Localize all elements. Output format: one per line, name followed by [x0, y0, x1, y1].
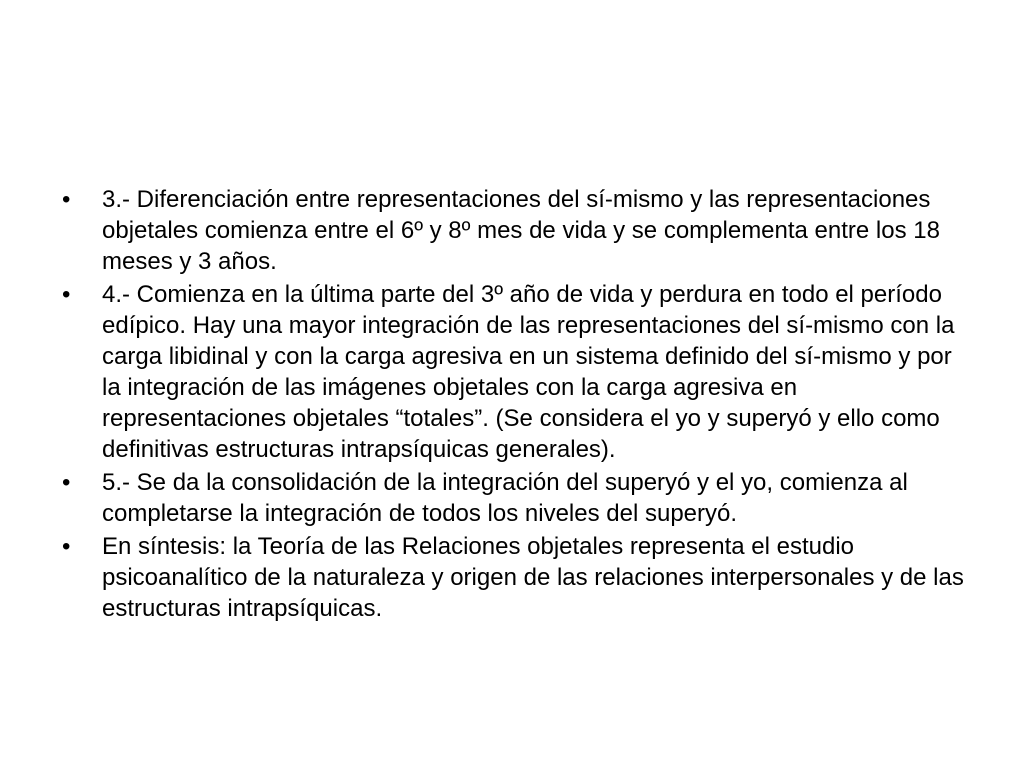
bullet-dot-icon: • — [62, 186, 71, 213]
bullet-dot-icon: • — [62, 533, 71, 560]
bullet-item — [62, 279, 972, 465]
bullet-item — [62, 467, 972, 529]
bullet-text: En síntesis: la Teoría de las Relaciones objetales representa el estudio psicoanalítico de la naturaleza y origen de las relaciones interpersonales y de las estructuras intrapsíquicas. — [102, 533, 964, 622]
bullet-text: 4.- Comienza en la última parte del 3º año de vida y perdura en todo el período edípico. Hay una mayor integración de las representaciones del sí-mismo con la carga libidinal y con la carga agresiva en un sistema definido del sí-mismo y por la integración de las imágenes objetales con la carga agresiva en representaciones objetales “totales”. (Se considera el yo y superyó y ello como definitivas estructuras intrapsíquicas generales). — [102, 281, 955, 463]
bullet-text: 5.- Se da la consolidación de la integración del superyó y el yo, comienza al completarse la integración de todos los niveles del superyó. — [102, 469, 908, 527]
bullet-dot-icon: • — [62, 281, 71, 308]
bullet-list — [62, 184, 972, 626]
bullet-item — [62, 184, 972, 277]
bullet-item — [62, 531, 972, 624]
bullet-text: 3.- Diferenciación entre representaciones del sí-mismo y las representaciones objetales comienza entre el 6º y 8º mes de vida y se complementa entre los 18 meses y 3 años. — [102, 186, 940, 275]
bullet-dot-icon: • — [62, 469, 71, 496]
